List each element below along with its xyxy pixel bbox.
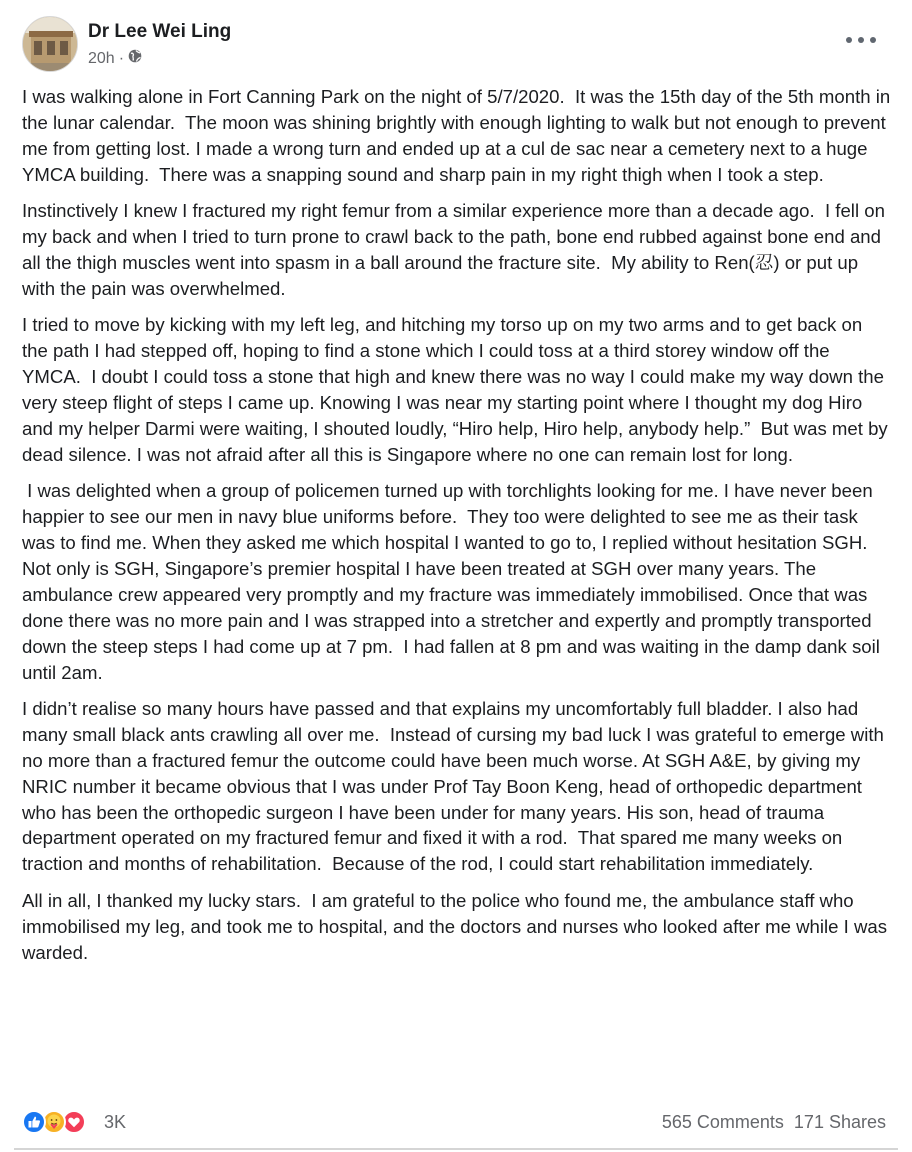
- shares-count[interactable]: 171 Shares: [793, 1112, 886, 1132]
- comments-count[interactable]: 565 Comments: [661, 1112, 784, 1132]
- author-avatar[interactable]: [22, 16, 78, 72]
- reaction-count[interactable]: 3K: [104, 1112, 127, 1132]
- dot-icon: [858, 37, 864, 43]
- post-time[interactable]: 20h: [88, 49, 115, 67]
- like-icon: [22, 1110, 46, 1134]
- post-paragraph: I was walking alone in Fort Canning Park on the night of 5/7/2020. It was the 15th day of the 5th month in the lunar calendar. The moon was shining brightly with enough lighting to walk but not enough to prevent me from getting lost. I made a wrong turn and ended up at a cul de sac near a cemetery next to a huge YMCA building. There was a snapping sound and sharp pain in my right thigh when I took a step.: [22, 86, 896, 185]
- post-paragraph: I didn’t realise so many hours have passed and that explains my uncomfortably full bladder. I also had many small black ants crawling all over me. Instead of cursing my bad luck I was grateful to emerge with no more than a fractured femur the outcome could have been much worse. At SGH A&E, by giving my NRIC number it became obvious that I was under Prof Tay Boon Keng, head of orthopedic department who has been the orthopedic surgeon I have been under for many years. His son, head of trauma department operated on my fractured femur and fixed it with a rod. That spared me many weeks on traction and months of rehabilitation. Because of the rod, I could start rehabilitation immediately.: [22, 697, 890, 875]
- avatar-image: [23, 17, 78, 72]
- post-paragraph: I tried to move by kicking with my left leg, and hitching my torso up on my two arms and to get back on the path I had stepped off, hoping to find a stone which I could toss at a third storey window off the YMCA. I doubt I could toss a stone that high and knew there was no way I could make my way down the very steep flight of steps I came up. Knowing I was near my starting point where I thought my dog Hiro and my helper Darmi were waiting, I shouted loudly, “Hiro help, Hiro help, anybody help.” But was met by dead silence. I was not afraid after all this is Singapore where no one can remain lost for long.: [22, 314, 893, 465]
- globe-icon: [128, 49, 142, 68]
- more-options-button[interactable]: [846, 30, 876, 50]
- dot-icon: [846, 37, 852, 43]
- author-name[interactable]: Dr Lee Wei Ling: [88, 21, 232, 42]
- post-stats: [662, 1112, 886, 1133]
- post-paragraph: Instinctively I knew I fractured my right femur from a similar experience more than a decade ago. I fell on my back and when I tried to turn prone to crawl back to the path, bone end rubbed against bone end and all the thigh muscles went into spasm in a ball around the fracture site. My ability to Ren(忍) or put up with the pain was overwhelmed.: [22, 200, 891, 299]
- reaction-icons[interactable]: [22, 1110, 82, 1134]
- meta-separator: ·: [118, 49, 125, 67]
- post-paragraph: All in all, I thanked my lucky stars. I am grateful to the police who found me, the ambulance staff who immobilised my leg, and took me to hospital, and the doctors and nurses who looked after me while I was warded.: [22, 889, 893, 963]
- footer-divider: [14, 1148, 898, 1150]
- post-meta: [88, 49, 142, 68]
- post-header: [22, 16, 890, 76]
- post-footer: [22, 1108, 890, 1140]
- dot-icon: [870, 37, 876, 43]
- post-body: [22, 84, 896, 976]
- post-paragraph: I was delighted when a group of policemen turned up with torchlights looking for me. I have never been happier to see our men in navy blue uniforms before. They too were delighted to see me as their task was to find me. When they asked me which hospital I wanted to go to, I replied without hesitation SGH. Not only is SGH, Singapore’s premier hospital I have been treated at SGH over many years. The ambulance crew appeared very promptly and my fracture was immediately immobilised. Once that was done there was no more pain and I was strapped into a stretcher and expertly and promptly transported down the steep steps I had come up at 7 pm. I had fallen at 8 pm and was waiting in the damp dank soil until 2am.: [22, 480, 886, 683]
